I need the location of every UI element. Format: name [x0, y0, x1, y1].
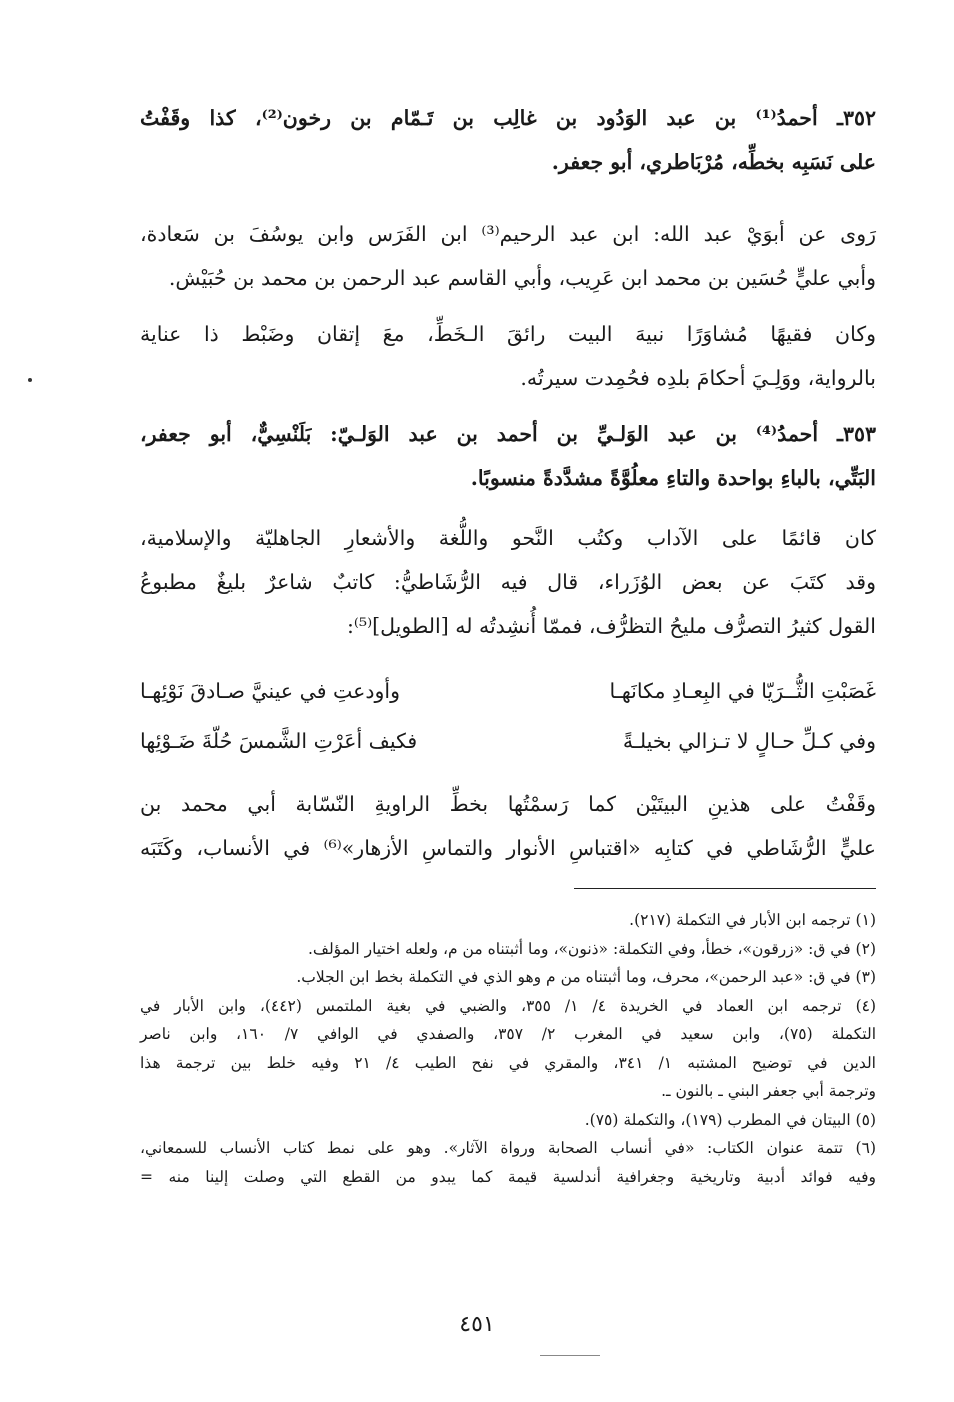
footnotes [140, 906, 876, 1191]
footnote-2: (٢) في ق: «زرقون»، خطأ، وفي التكملة: «ذنون»، وما أثبتناه من م، ولعله اختيار المؤلف. [307, 939, 876, 958]
entry-353-paragraph-1 [140, 516, 876, 648]
text-line: عليٍّ الرُّشَاطي في كتابِه «اقتباسِ الأنوار والتماسِ الأزهار»⁽⁶⁾ في الأنساب، وكَتَبَه [140, 836, 876, 860]
text-line: كان قائمًا على الآداب وكتُب النَّحو واللُّغة والأشعارِ الجاهليّة والإسلامية، [140, 526, 876, 550]
poem-verses [140, 666, 876, 766]
page-number: ٤٥١ [459, 1312, 495, 1337]
verse-first-hemistich: غَصَبْتِ الثُّــرَيّا في البِعـادِ مكانَهـا [609, 679, 876, 703]
footnote-line: (٤) ترجمه ابن العماد في الخريدة ٤/ ١/ ٣٥٥، والضبي في بغية الملتمس (٤٤٢)، وابن الأبار في [140, 996, 877, 1015]
entry-353-heading [140, 412, 876, 500]
verse-row [140, 666, 876, 716]
footnote-4 [140, 992, 876, 1106]
text-line: وأبي عليٍّ حُسَين بن محمد ابن عَرِيب، وأبي القاسم عبد الرحمن بن محمد بن حُبَيْش. [168, 266, 876, 290]
footnote-line: وترجمة أبي جعفر البني ـ بالنون ـ. [661, 1082, 876, 1100]
scan-smudge [540, 1355, 600, 1356]
footnote-line: (٦) تتمة عنوان الكتاب: «في أنساب الصحابة ورواة الآثار». وهو على نمط كتاب الأنساب للسمعاني، [140, 1139, 876, 1157]
footnote-5: (٥) البيتان في المطرب (١٧٩)، والتكملة (٧٥). [584, 1110, 876, 1129]
entry-352-heading [140, 96, 876, 184]
verse-second-hemistich: وأودعتِ في عينيَّ صـادقَ نَوْئِهـا [140, 679, 401, 703]
text-line: رَوى عن أبوَيْ عبد الله: ابن عبد الرحيم⁽³⁾ ابن الفَرَس وابن يوسُفَ بن سَعادة، [140, 222, 876, 246]
footnote-line: التكملة (٧٥)، وابن سعيد في المغرب ٢/ ٣٥٧، والصفدي في الوافي ٧/ ١٦٠، وابن ناصر [140, 1025, 877, 1043]
entry-line: ٣٥٣ـ أحمدُ⁽⁴⁾ بن عبد الوَلـيِّ بن أحمد بن عبد الوَلـيّ: بَلَنْسِيٌّ، أبو جعفر، [140, 422, 876, 446]
verse-second-hemistich: فكيف أعَرْتِ الشَّمسَ حُلّةَ ضَـوْئِها [140, 729, 418, 753]
entry-353-paragraph-2 [140, 782, 876, 870]
entry-line: البَتِّي، بالباءِ بواحدة والتاءِ معلُوَّةً مشدَّدةً منسوبًا. [470, 466, 876, 490]
footnote-line: وفيه فوائد أدبية وتاريخية وجغرافية أندلسية قيمة كما يبدو من القطع التي وصلت إلينا منه = [140, 1167, 876, 1186]
entry-352-paragraph-1 [140, 212, 876, 300]
footnote-line: الدين في توضيح المشتبه ١/ ٣٤١، والمقري في نفح الطيب ٤/ ٢١ وفيه خلط بين ترجمة هذا [140, 1053, 876, 1072]
entry-line: على نَسَبِه بخطِّه، مُرْبَاطري، أبو جعفر. [551, 150, 876, 174]
text-line: وكان فقيهًا مُشاوَرًا نبيهَ البيت رائقَ الـخَطِّ، معَ إتقان وضَبْط ذا عناية [140, 322, 876, 346]
verse-first-hemistich: وفي كـلِّ حـالٍ لا تـزالي بخيلـةً [622, 729, 876, 753]
footnote-1: (١) ترجمه ابن الأبار في التكملة (٢١٧). [629, 911, 876, 929]
text-line: وقد كتَبَ عن بعض الوُزَراء، قال فيه الرُّشَاطيُّ: كاتبٌ شاعرٌ بليغٌ مطبوعُ [140, 570, 876, 594]
footnote-3: (٣) في ق: «عبد الرحمن»، محرف، وما أثبتناه من م وهو الذي في التكملة بخط ابن الجلاب. [296, 968, 876, 986]
text-line: بالرواية، ووَلِـيَ أحكامَ بلدِه فحُمِدت سيرتُه. [520, 366, 876, 390]
text-line: القول كثيرُ التصرُّف مليحُ التظرُّف، فممّا أُنشِدتُه له [الطويل]⁽⁵⁾: [346, 614, 876, 638]
footnote-6 [140, 1134, 876, 1191]
entry-line: ٣٥٢ـ أحمدُ⁽¹⁾ بن عبد الوَدُود بن غالِب بن تَـمّام بن رخون⁽²⁾، كذا وقَفْتُ [140, 106, 876, 130]
text-line: وقَفْتُ على هذينِ البيتَيْن كما رَسمْتُها بخطِّ الراويةِ النّسّابة أبي محمد بن [140, 792, 876, 816]
verse-row [140, 716, 876, 766]
footnote-separator [574, 888, 876, 889]
entry-352-paragraph-2 [140, 312, 876, 400]
scan-speck [28, 378, 32, 382]
